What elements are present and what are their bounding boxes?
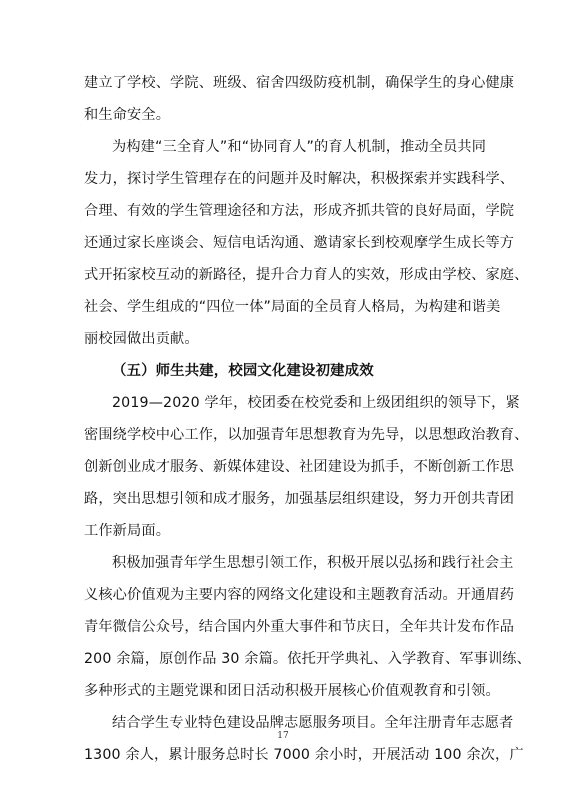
paragraph-line: 合理、有效的学生管理途径和方法，形成齐抓共管的良好局面，学院 (84, 203, 515, 219)
paragraph-line: 为构建“三全育人”和“协同育人”的育人机制，推动全员共同 (112, 139, 487, 155)
paragraph-line: 丽校园做出贡献。 (84, 331, 199, 347)
paragraph-line: 多种形式的主题党课和团日活动积极开展核心价值观教育和引领。 (84, 683, 500, 699)
paragraph-line: 和生命安全。 (84, 107, 171, 123)
paragraph-line: 社会、学生组成的“四位一体”局面的全员育人格局，为构建和谐美 (84, 299, 501, 315)
paragraph-line: 工作新局面。 (84, 523, 171, 539)
paragraph-line: 发力，探讨学生管理存在的问题并及时解决，积极探索并实践科学、 (84, 171, 515, 187)
paragraph-line: 结合学生专业特色建设品牌志愿服务项目。全年注册青年志愿者 (112, 715, 514, 731)
paragraph-line: 2019—2020 学年，校团委在校党委和上级团组织的领导下，紧 (112, 395, 520, 411)
paragraph-line: 积极加强青年学生思想引领工作，积极开展以弘扬和践行社会主 (112, 555, 514, 571)
paragraph-line: 式开拓家校互动的新路径，提升合力育人的实效，形成由学校、家庭、 (84, 267, 529, 283)
paragraph-line: 200 余篇，原创作品 30 余篇。依托开学典礼、入学教育、军事训练、 (84, 651, 531, 667)
paragraph-line: 建立了学校、学院、班级、宿舍四级防疫机制，确保学生的身心健康 (84, 75, 515, 91)
paragraph-line: 1300 余人，累计服务总时长 7000 余小时，开展活动 100 余次，广 (84, 747, 524, 763)
section-heading: （五）师生共建，校园文化建设初建成效 (112, 363, 374, 379)
paragraph-line: 创新创业成才服务、新媒体建设、社团建设为抓手，不断创新工作思 (84, 459, 515, 475)
paragraph-line: 还通过家长座谈会、短信电话沟通、邀请家长到校观摩学生成长等方 (84, 235, 515, 251)
paragraph-line: 义核心价值观为主要内容的网络文化建设和主题教育活动。开通眉药 (84, 587, 515, 603)
page-number: 17 (277, 731, 289, 741)
paragraph-line: 青年微信公众号，结合国内外重大事件和节庆日，全年共计发布作品 (84, 619, 515, 635)
paragraph-line: 密围绕学校中心工作，以加强青年思想教育为先导，以思想政治教育、 (84, 427, 529, 443)
paragraph-line: 路，突出思想引领和成才服务，加强基层组织建设，努力开创共青团 (84, 491, 515, 507)
